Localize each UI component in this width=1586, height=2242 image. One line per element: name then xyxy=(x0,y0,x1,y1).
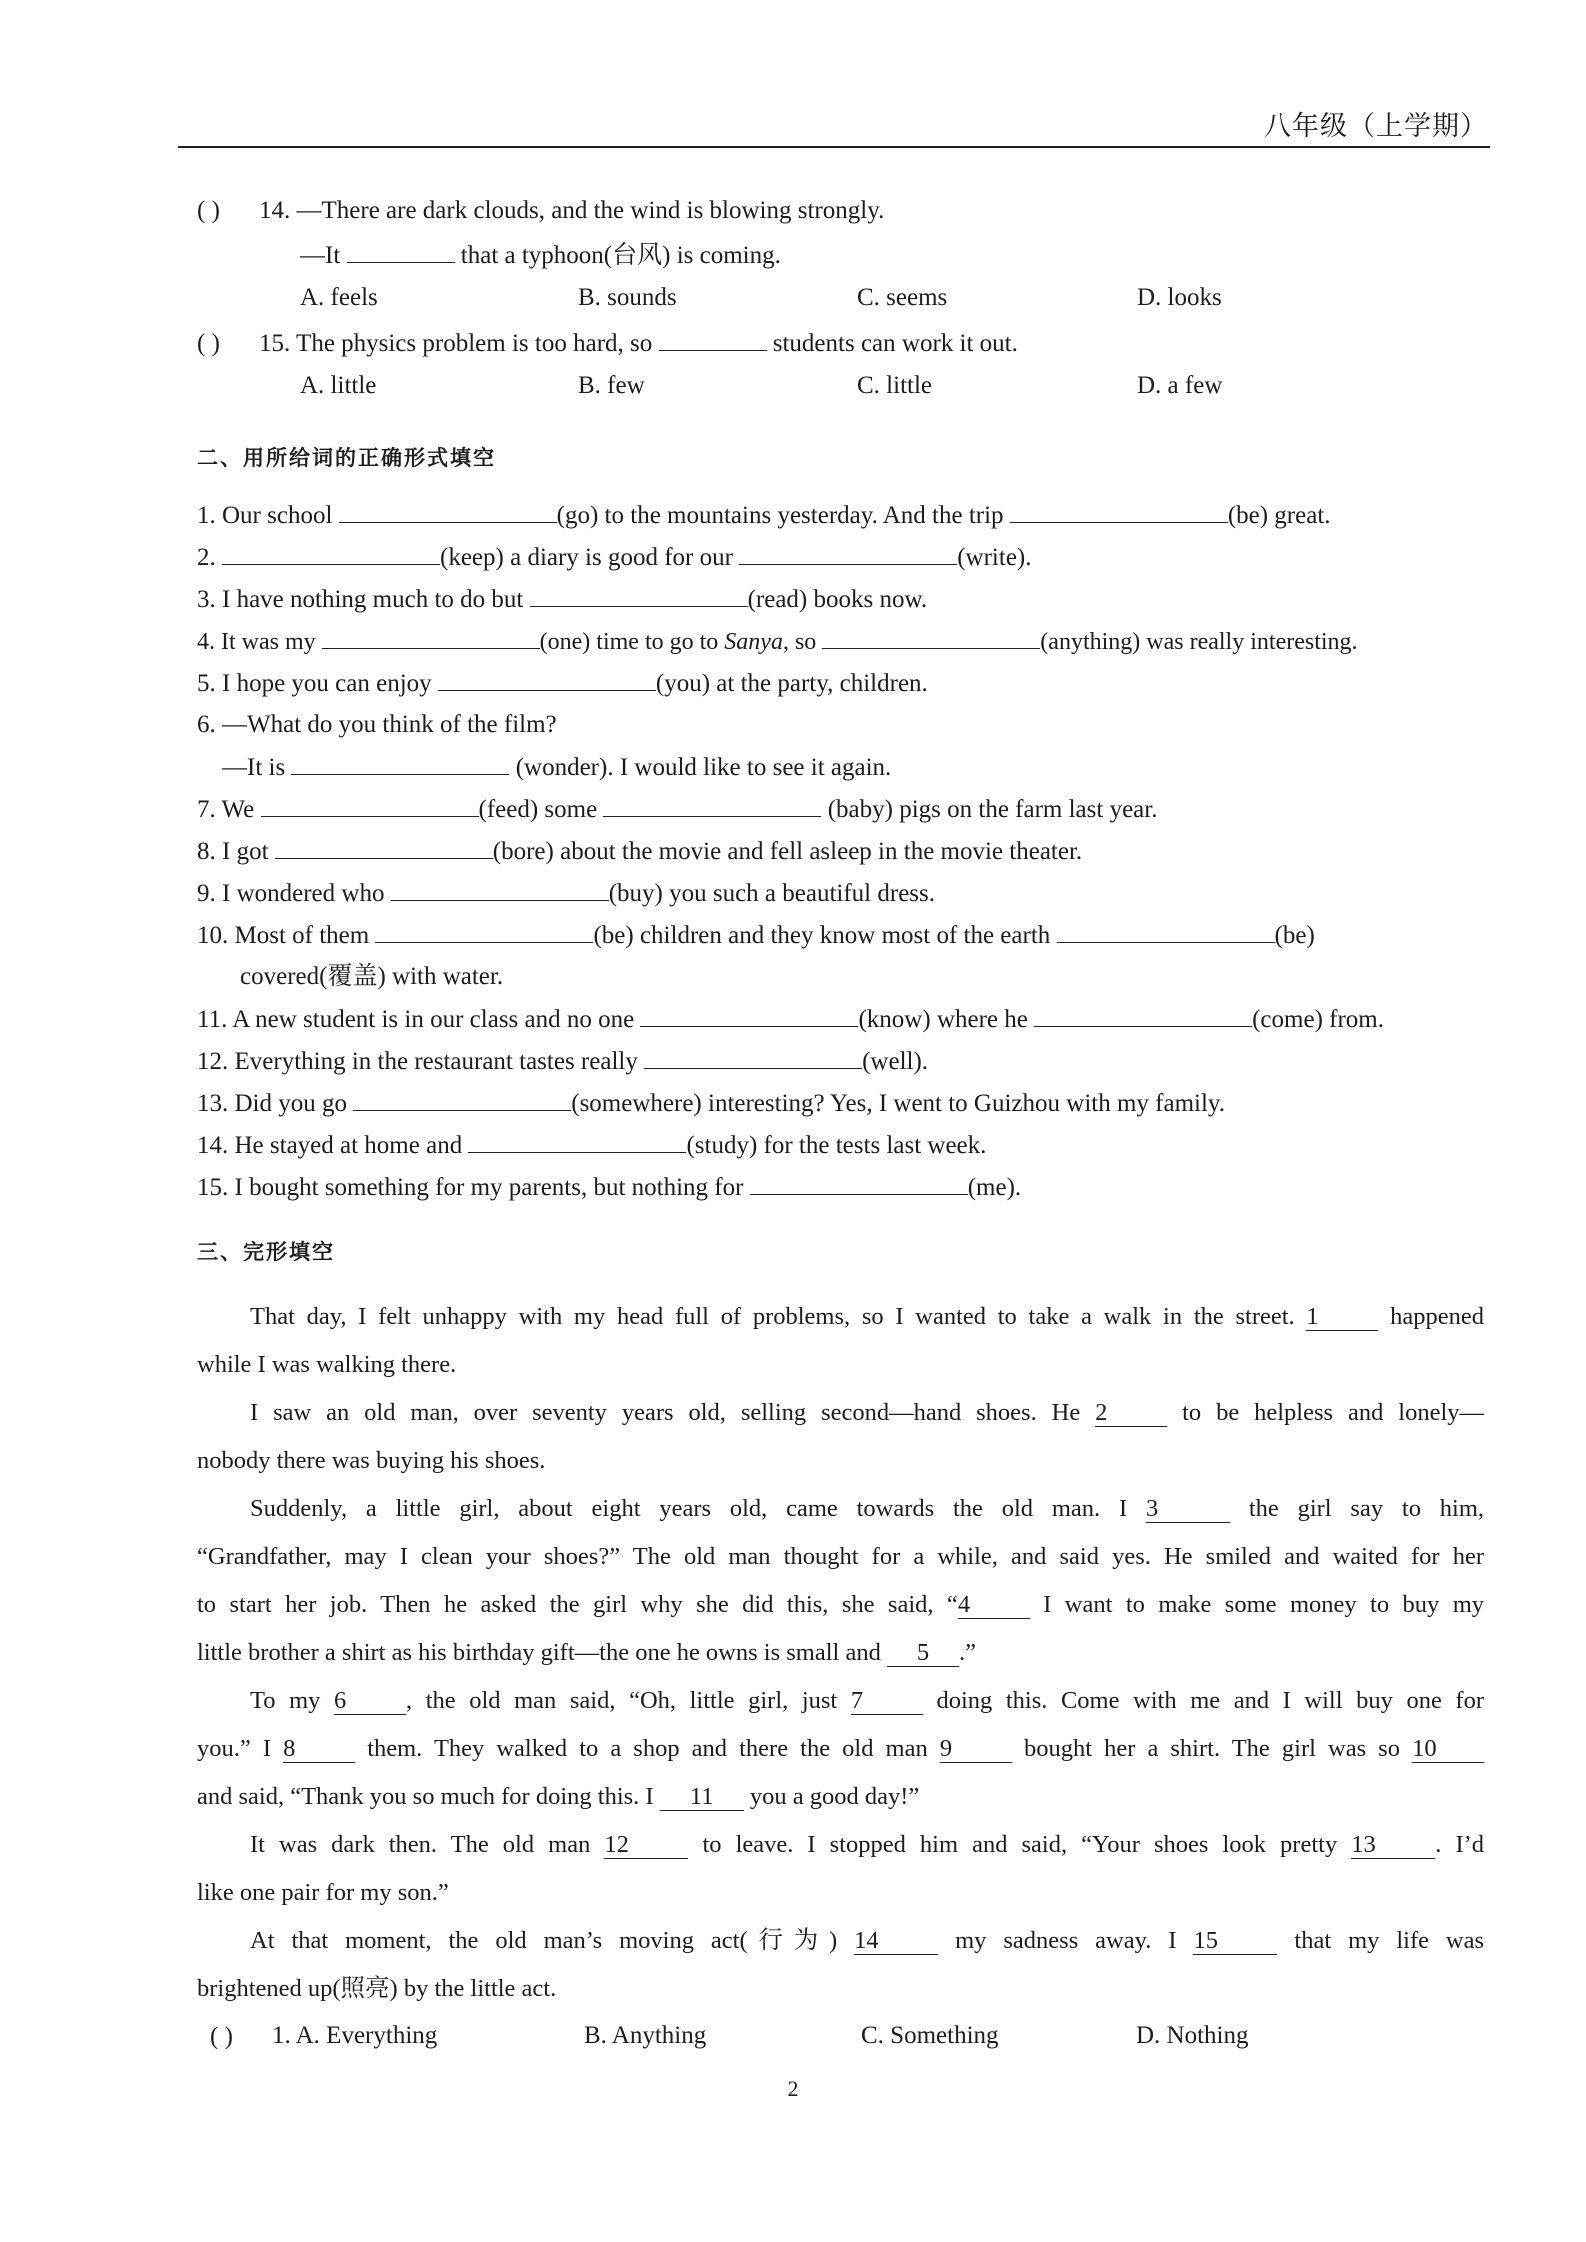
answer-blank[interactable] xyxy=(603,794,821,817)
cloze-line: while I was walking there. xyxy=(197,1351,457,1378)
answer-blank[interactable] xyxy=(438,668,656,691)
cloze-blank-12[interactable]: 12 xyxy=(604,1832,688,1859)
cloze-blank-8[interactable]: 8 xyxy=(283,1736,355,1763)
mcq-15-stem: ( ) 15. The physics problem is too hard, so students can work it out. xyxy=(197,330,1018,357)
answer-blank[interactable] xyxy=(750,1172,968,1195)
cloze-line: Suddenly, a little girl, about eight years old, came towards the old man. I 3 the girl say to him, xyxy=(250,1495,1485,1522)
fill-item-10-cont: covered(覆盖) with water. xyxy=(240,963,504,990)
answer-blank[interactable] xyxy=(347,240,455,263)
fill-item-8: 8. I got (bore) about the movie and fell asleep in the movie theater. xyxy=(197,838,1083,865)
answer-blank[interactable] xyxy=(1057,920,1275,943)
fill-item-7: 7. We (feed) some (baby) pigs on the farm last year. xyxy=(197,796,1158,823)
answer-blank[interactable] xyxy=(339,500,557,523)
section-3-title: 三、完形填空 xyxy=(197,1240,335,1264)
answer-blank[interactable] xyxy=(322,626,540,649)
fill-item-14: 14. He stayed at home and (study) for the tests last week. xyxy=(197,1132,987,1159)
answer-blank[interactable] xyxy=(222,542,440,565)
cloze-q1-option-b: B. Anything xyxy=(584,2022,707,2049)
answer-blank[interactable] xyxy=(275,836,493,859)
answer-blank[interactable] xyxy=(261,794,479,817)
mcq-14-stem: ( ) 14. —There are dark clouds, and the wind is blowing strongly. xyxy=(197,197,885,224)
answer-blank[interactable] xyxy=(468,1130,686,1153)
answer-blank[interactable] xyxy=(375,920,593,943)
fill-item-5: 5. I hope you can enjoy (you) at the party, children. xyxy=(197,670,928,697)
page-number: 2 xyxy=(787,2076,799,2101)
fill-item-3: 3. I have nothing much to do but (read) books now. xyxy=(197,586,928,613)
cloze-blank-5[interactable]: 5 xyxy=(887,1640,959,1667)
fill-item-4: 4. It was my (one) time to go to Sanya, so (anything) was really interesting. xyxy=(197,626,1358,657)
cloze-line: At that moment, the old man’s moving act(行为) 14 my sadness away. I 15 that my life was xyxy=(250,1927,1485,1954)
mcq-14-option-c: C. seems xyxy=(857,284,948,311)
answer-blank[interactable] xyxy=(530,584,748,607)
fill-item-10: 10. Most of them (be) children and they know most of the earth (be) xyxy=(197,922,1315,949)
answer-blank[interactable] xyxy=(640,1004,858,1027)
answer-blank[interactable] xyxy=(1034,1004,1252,1027)
cloze-q1-option-c: C. Something xyxy=(861,2022,999,2049)
answer-blank[interactable] xyxy=(391,878,609,901)
fill-item-6-answer: —It is (wonder). I would like to see it again. xyxy=(222,754,892,781)
mcq-15-option-a: A. little xyxy=(300,372,377,399)
cloze-blank-10[interactable]: 10 xyxy=(1412,1736,1484,1763)
cloze-line: That day, I felt unhappy with my head full of problems, so I wanted to take a walk in the street. 1 happened xyxy=(250,1303,1485,1330)
answer-blank[interactable] xyxy=(739,542,957,565)
cloze-line: and said, “Thank you so much for doing this. I 11 you a good day!” xyxy=(197,1783,920,1810)
cloze-blank-9[interactable]: 9 xyxy=(940,1736,1012,1763)
answer-blank[interactable] xyxy=(291,752,509,775)
fill-item-1: 1. Our school (go) to the mountains yesterday. And the trip (be) great. xyxy=(197,502,1331,529)
cloze-blank-13[interactable]: 13 xyxy=(1351,1832,1435,1859)
cloze-blank-1[interactable]: 1 xyxy=(1306,1304,1378,1331)
answer-blank[interactable] xyxy=(1010,500,1228,523)
mcq-14-line2: —It that a typhoon(台风) is coming. xyxy=(300,242,781,269)
fill-item-2: 2. (keep) a diary is good for our (write). xyxy=(197,544,1032,571)
cloze-blank-11[interactable]: 11 xyxy=(660,1784,744,1811)
cloze-blank-3[interactable]: 3 xyxy=(1146,1496,1230,1523)
cloze-line: It was dark then. The old man 12 to leave. I stopped him and said, “Your shoes look pretty 13 . I’d xyxy=(250,1831,1485,1858)
cloze-line: like one pair for my son.” xyxy=(197,1879,449,1906)
fill-item-15: 15. I bought something for my parents, but nothing for (me). xyxy=(197,1174,1022,1201)
mcq-14-option-b: B. sounds xyxy=(578,284,677,311)
fill-item-11: 11. A new student is in our class and no one (know) where he (come) from. xyxy=(197,1006,1384,1033)
fill-item-12: 12. Everything in the restaurant tastes really (well). xyxy=(197,1048,929,1075)
cloze-q1-option-a: 1. A. Everything xyxy=(272,2022,438,2049)
mcq-14-option-a: A. feels xyxy=(300,284,378,311)
grade-header: 八年级（上学期） xyxy=(1264,111,1488,142)
cloze-line: I saw an old man, over seventy years old, selling second—hand shoes. He 2 to be helpless and lonely— xyxy=(250,1399,1485,1426)
mcq-14-option-d: D. looks xyxy=(1137,284,1222,311)
section-2-title: 二、用所给词的正确形式填空 xyxy=(197,446,496,470)
fill-item-6: 6. —What do you think of the film? xyxy=(197,711,557,738)
cloze-blank-7[interactable]: 7 xyxy=(851,1688,923,1715)
fill-item-13: 13. Did you go (somewhere) interesting? Yes, I went to Guizhou with my family. xyxy=(197,1090,1226,1117)
cloze-line: you.” I 8 them. They walked to a shop and there the old man 9 bought her a shirt. The girl was so 10 xyxy=(197,1734,1484,1764)
cloze-q1-option-d: D. Nothing xyxy=(1136,2022,1249,2049)
answer-blank[interactable] xyxy=(644,1046,862,1069)
cloze-blank-2[interactable]: 2 xyxy=(1095,1400,1167,1427)
header-rule xyxy=(178,146,1490,148)
cloze-blank-14[interactable]: 14 xyxy=(854,1928,938,1955)
cloze-line: brightened up(照亮) by the little act. xyxy=(197,1975,557,2002)
mcq-15-option-b: B. few xyxy=(578,372,645,399)
answer-blank[interactable] xyxy=(353,1088,571,1111)
cloze-blank-15[interactable]: 15 xyxy=(1193,1928,1277,1955)
cloze-line: little brother a shirt as his birthday gift—the one he owns is small and 5 .” xyxy=(197,1639,976,1666)
cloze-line: To my 6 , the old man said, “Oh, little girl, just 7 doing this. Come with me and I will buy one for xyxy=(250,1687,1485,1714)
fill-item-9: 9. I wondered who (buy) you such a beautiful dress. xyxy=(197,880,936,907)
mcq-15-option-c: C. little xyxy=(857,372,932,399)
answer-blank[interactable] xyxy=(822,626,1040,649)
cloze-blank-4[interactable]: 4 xyxy=(958,1592,1030,1619)
cloze-line: to start her job. Then he asked the girl why she did this, she said, “4 I want to make some money to buy my xyxy=(197,1591,1484,1618)
cloze-line: nobody there was buying his shoes. xyxy=(197,1447,546,1474)
cloze-blank-6[interactable]: 6 xyxy=(334,1688,406,1715)
answer-blank[interactable] xyxy=(659,328,767,351)
cloze-q1-paren: ( ) xyxy=(210,2023,233,2050)
mcq-15-option-d: D. a few xyxy=(1137,372,1223,399)
cloze-line: “Grandfather, may I clean your shoes?” The old man thought for a while, and said yes. He smiled and waited for her xyxy=(197,1543,1484,1570)
